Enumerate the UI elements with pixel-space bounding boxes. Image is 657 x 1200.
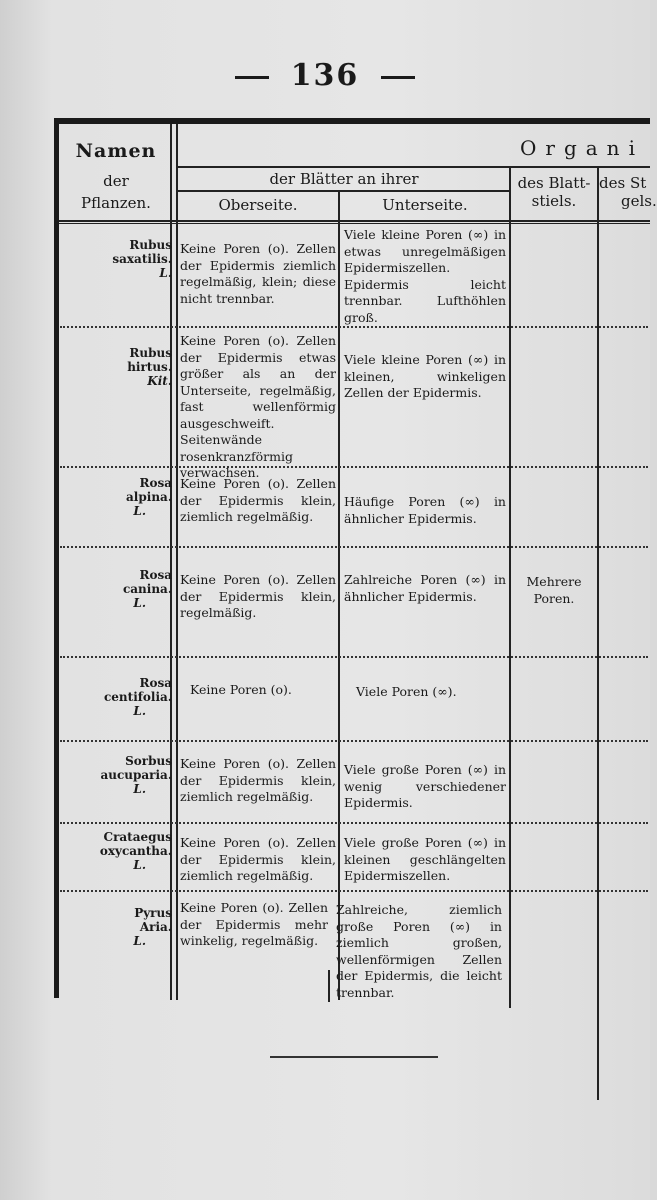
header-stem-line2: gels. bbox=[621, 192, 657, 210]
plant-name bbox=[62, 906, 172, 948]
row-divider bbox=[60, 466, 648, 468]
lower-surface-cell: Zahlreiche Poren (∞) in ähnlicher Epidermis. bbox=[344, 572, 506, 604]
dash-left bbox=[235, 76, 269, 79]
page-number bbox=[0, 58, 650, 93]
plant-author: Kit. bbox=[147, 374, 172, 388]
plant-name bbox=[62, 568, 172, 610]
leaves-sub-rule bbox=[176, 190, 510, 192]
header-sub-rule bbox=[176, 166, 650, 168]
header-bottom-rule bbox=[59, 220, 650, 222]
upper-surface-cell: Keine Poren (o). Zellen der Epidermis klein, regelmäßig. bbox=[180, 572, 336, 620]
lower-surface-cell: Viele große Poren (∞) in kleinen geschlängelten Epidermiszellen. bbox=[344, 835, 506, 883]
lower-surface-cell: Viele Poren (∞). bbox=[356, 684, 457, 699]
lower-surface-cell: Viele kleine Poren (∞) in etwas unregelmäßigen Epidermiszellen. Epidermis leicht trennbar. Lufthöhlen groß. bbox=[344, 227, 506, 325]
header-lower: Unterseite. bbox=[382, 196, 468, 214]
upper-surface-cell: Keine Poren (o). Zellen der Epidermis klein, ziemlich regelmäßig. bbox=[180, 835, 336, 883]
plant-author: L. bbox=[133, 934, 146, 948]
upper-lower-rule-end bbox=[328, 970, 330, 1002]
page-number-text: 136 bbox=[290, 58, 360, 93]
row-divider bbox=[60, 656, 648, 658]
names-column-rule-2 bbox=[176, 124, 178, 1000]
plant-author: L. bbox=[133, 596, 146, 610]
lower-petiole-rule bbox=[509, 168, 511, 1008]
plant-name bbox=[62, 346, 172, 388]
plant-species: centifolia. bbox=[103, 690, 172, 704]
header-stem bbox=[599, 174, 657, 210]
plant-author: L. bbox=[159, 266, 172, 280]
header-names-line3: Pflanzen. bbox=[81, 194, 151, 212]
row-divider bbox=[60, 546, 648, 548]
plant-genus: Crataegus bbox=[103, 830, 172, 844]
upper-surface-cell: Keine Poren (o). Zellen der Epidermis klein, ziemlich regelmäßig. bbox=[180, 476, 336, 524]
lower-surface-cell: Zahlreiche, ziemlich große Poren (∞) in ziemlich großen, wellenförmigen Zellen der Epidermis, die leicht trennbar. bbox=[336, 902, 502, 1000]
plant-author: L. bbox=[133, 504, 146, 518]
header-names-line1: Namen bbox=[75, 140, 157, 162]
header-organ: Organi bbox=[520, 136, 644, 160]
petiole-cell: Mehrere Poren. bbox=[526, 574, 582, 606]
header-stem-line1: des St bbox=[599, 174, 647, 192]
row-divider bbox=[60, 890, 648, 892]
plant-genus: Pyrus bbox=[134, 906, 172, 920]
upper-surface-cell: Keine Poren (o). Zellen der Epidermis mehr winkelig, regelmäßig. bbox=[180, 900, 328, 948]
header-names-line2: der bbox=[103, 172, 129, 190]
plant-species: Aria. bbox=[139, 920, 172, 934]
lower-surface-cell: Häufige Poren (∞) in ähnlicher Epidermis. bbox=[344, 494, 506, 526]
table-top-rule bbox=[54, 118, 650, 124]
plant-name bbox=[62, 676, 172, 718]
header-petiole-line2: stiels. bbox=[531, 192, 577, 210]
plant-author: L. bbox=[133, 704, 146, 718]
lower-surface-cell: Viele kleine Poren (∞) in kleinen, winkeligen Zellen der Epidermis. bbox=[344, 352, 506, 400]
plant-author: L. bbox=[133, 858, 146, 872]
plant-name bbox=[62, 754, 172, 796]
plant-genus: Sorbus bbox=[125, 754, 172, 768]
upper-surface-cell: Keine Poren (o). Zellen der Epidermis ziemlich regelmäßig, klein; diese nicht trennbar. bbox=[180, 241, 336, 306]
plant-species: canina. bbox=[122, 582, 172, 596]
petiole-stem-rule bbox=[597, 168, 599, 1100]
header-names-sub bbox=[62, 170, 170, 214]
row-divider bbox=[60, 822, 648, 824]
plant-genus: Rosa bbox=[139, 476, 172, 490]
plant-genus: Rosa bbox=[139, 676, 172, 690]
upper-lower-rule bbox=[338, 190, 340, 1000]
plant-species: hirtus. bbox=[127, 360, 172, 374]
header-petiole bbox=[511, 174, 597, 210]
plant-genus: Rubus bbox=[129, 346, 172, 360]
closing-rule bbox=[270, 1056, 438, 1058]
header-petiole-line1: des Blatt- bbox=[517, 174, 591, 192]
plant-genus: Rosa bbox=[139, 568, 172, 582]
header-upper: Oberseite. bbox=[218, 196, 298, 214]
upper-surface-cell: Keine Poren (o). Zellen der Epidermis etwas größer als an der Unterseite, regelmäßig, fast wellenförmig ausgeschweift. Seitenwände rosenkranzförmig verwachsen. bbox=[180, 333, 336, 480]
lower-surface-cell: Viele große Poren (∞) in wenig verschiedener Epidermis. bbox=[344, 762, 506, 810]
plant-genus: Rubus bbox=[129, 238, 172, 252]
plant-name bbox=[62, 238, 172, 280]
table-left-rule bbox=[54, 118, 59, 998]
plant-name bbox=[62, 830, 172, 872]
upper-surface-cell: Keine Poren (o). Zellen der Epidermis klein, ziemlich regelmäßig. bbox=[180, 756, 336, 804]
header-leaves-group: der Blätter an ihrer bbox=[269, 170, 419, 188]
plant-species: aucuparia. bbox=[100, 768, 172, 782]
header-bottom-rule-2 bbox=[59, 223, 650, 224]
row-divider bbox=[60, 326, 648, 328]
plant-name bbox=[62, 476, 172, 518]
row-divider bbox=[60, 740, 648, 742]
upper-surface-cell: Keine Poren (o). bbox=[190, 682, 292, 697]
plant-species: alpina. bbox=[126, 490, 172, 504]
plant-species: oxycantha. bbox=[99, 844, 172, 858]
plant-species: saxatilis. bbox=[112, 252, 172, 266]
plant-author: L. bbox=[133, 782, 146, 796]
dash-right bbox=[381, 76, 415, 79]
header-names bbox=[62, 142, 170, 160]
